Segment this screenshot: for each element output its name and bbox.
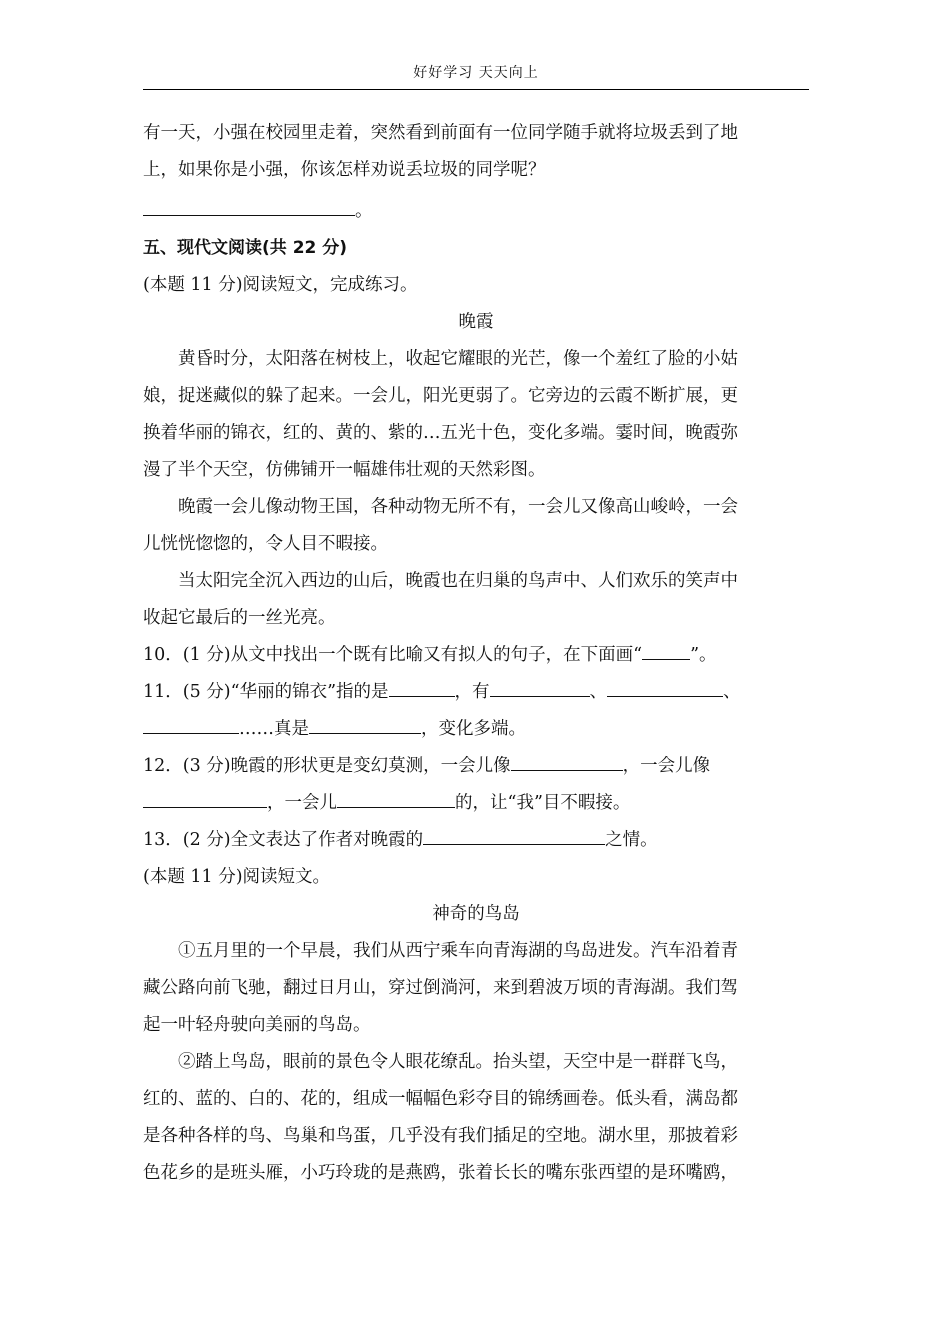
prev-question-line: 上，如果你是小强，你该怎样劝说丢垃圾的同学呢？ <box>143 160 546 180</box>
paragraph-line: 当太阳完全沉入西边的山后，晚霞也在归巢的鸟声中、人们欢乐的笑声中 <box>178 571 738 591</box>
paragraph-line: 晚霞一会儿像动物王国，各种动物无所不有，一会儿又像高山峻岭，一会 <box>178 497 738 517</box>
paragraph-line: 娘，捉迷藏似的躲了起来。一会儿，阳光更弱了。它旁边的云霞不断扩展，更 <box>143 386 738 406</box>
paragraph-line: 黄昏时分，太阳落在树枝上，收起它耀眼的光芒，像一个羞红了脸的小姑 <box>178 349 738 369</box>
section-title: 五、现代文阅读(共 22 分) <box>143 238 348 258</box>
answer-blank[interactable] <box>337 787 455 808</box>
answer-blank[interactable] <box>389 676 455 697</box>
document-body <box>143 115 809 1192</box>
page-header: 好好学习 天天向上 <box>413 65 539 81</box>
answer-blank[interactable] <box>143 713 239 734</box>
passage-title: 晚霞 <box>458 312 494 332</box>
paragraph-line: 色花乡的是班头雁，小巧玲珑的是燕鸥，张着长长的嘴东张西望的是环嘴鸥， <box>143 1163 738 1183</box>
answer-blank[interactable] <box>490 676 590 697</box>
passage-intro: (本题 11 分)阅读短文。 <box>143 867 331 887</box>
answer-blank[interactable] <box>511 750 623 771</box>
passage-intro: (本题 11 分)阅读短文，完成练习。 <box>143 275 418 295</box>
paragraph-line: 换着华丽的锦衣，红的、黄的、紫的…五光十色，变化多端。霎时间，晚霞弥 <box>143 423 738 443</box>
paragraph-line: 藏公路向前飞驰，翻过日月山，穿过倒淌河，来到碧波万顷的青海湖。我们驾 <box>143 978 738 998</box>
question-13: 13．(2 分)全文表达了作者对晚霞的 之情。 <box>143 822 809 859</box>
answer-blank[interactable] <box>423 824 605 845</box>
prev-question-line: 有一天，小强在校园里走着，突然看到前面有一位同学随手就将垃圾丢到了地 <box>143 123 738 143</box>
passage-title: 神奇的鸟岛 <box>432 904 520 924</box>
paragraph-line: 漫了半个天空，仿佛铺开一幅雄伟壮观的天然彩图。 <box>143 460 546 480</box>
header-rule <box>143 89 809 90</box>
answer-blank[interactable] <box>309 713 421 734</box>
question-11-cont: ……真是 ，变化多端。 <box>143 711 809 748</box>
question-12: 12．(3 分)晚霞的形状更是变幻莫测，一会儿像 ，一会儿像 <box>143 748 809 785</box>
question-12-cont: ，一会儿 的，让“我”目不暇接。 <box>143 785 809 822</box>
question-10: 10．(1 分)从文中找出一个既有比喻又有拟人的句子，在下面画“ ”。 <box>143 637 809 674</box>
paragraph-line: 儿恍恍惚惚的，令人目不暇接。 <box>143 534 388 554</box>
answer-blank[interactable] <box>607 676 723 697</box>
paragraph-line: ①五月里的一个早晨，我们从西宁乘车向青海湖的鸟岛进发。汽车沿着青 <box>178 941 738 961</box>
question-11: 11．(5 分)“华丽的锦衣”指的是 ，有 、 、 <box>143 674 809 711</box>
paragraph-line: ②踏上鸟岛，眼前的景色令人眼花缭乱。抬头望，天空中是一群群飞鸟， <box>178 1052 738 1072</box>
prev-question-answer <box>143 193 809 230</box>
paragraph-line: 是各种各样的鸟、鸟巢和鸟蛋，几乎没有我们插足的空地。湖水里，那披着彩 <box>143 1126 738 1146</box>
paragraph-line: 起一叶轻舟驶向美丽的鸟岛。 <box>143 1015 371 1035</box>
paragraph-line: 收起它最后的一丝光亮。 <box>143 608 336 628</box>
answer-blank[interactable] <box>143 195 355 216</box>
answer-blank[interactable] <box>642 639 690 660</box>
end-mark: 。 <box>355 201 373 221</box>
answer-blank[interactable] <box>143 787 267 808</box>
paragraph-line: 红的、蓝的、白的、花的，组成一幅幅色彩夺目的锦绣画卷。低头看，满岛都 <box>143 1089 738 1109</box>
